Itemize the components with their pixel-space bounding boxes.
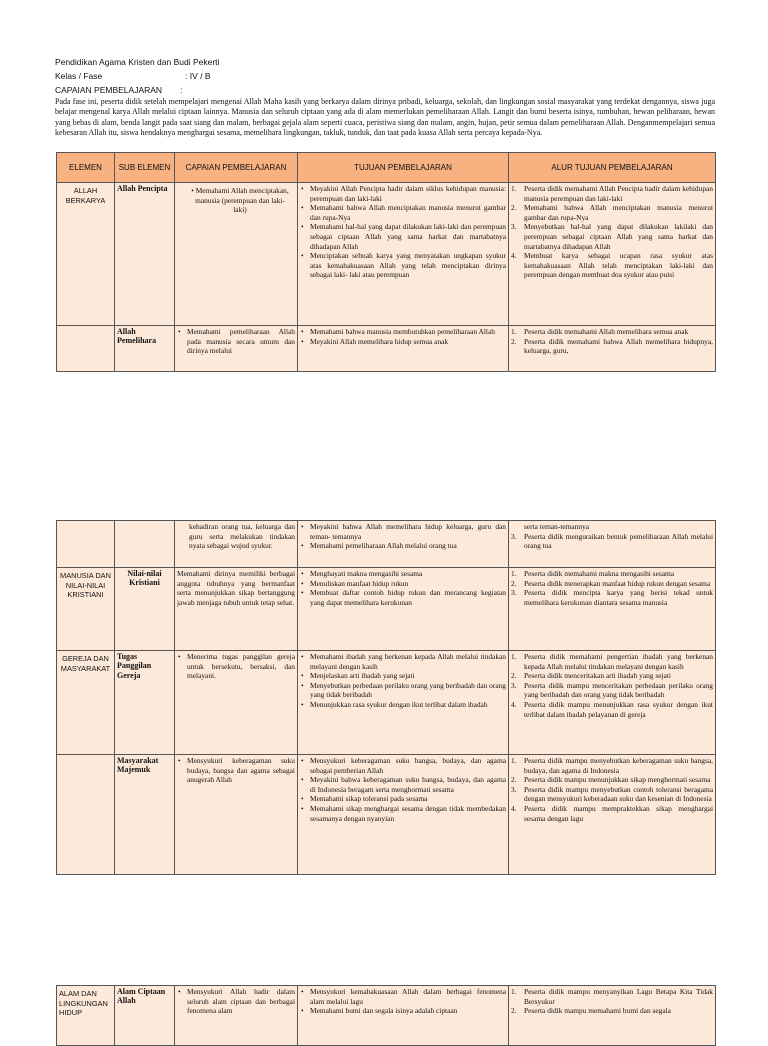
learning-table-part-2 [56,520,716,875]
list-item: • Menunjukkan rasa syukur dengan ikut terlibat dalam ibadah [300,700,506,710]
list-item [511,184,713,203]
tujuan-list [300,569,506,607]
item-text: Peserta didik mampu memahami bumi dan segala [524,1006,671,1016]
table-row [57,183,716,326]
list-item [511,337,713,356]
alur-list [511,987,713,1016]
alur-list [511,652,713,719]
item-text: Peserta didik memahami pengertian ibadah yang berkenan kepada Allah melalui tindakan melayani dengan kasih [524,652,713,671]
item-text: Peserta didik memahami Allah Pencipta hadir dalam kehidupan manusia perempuan dan laki-laki [524,184,713,203]
item-number: 3. [511,588,517,598]
list-item: • Memahami hal-hal yang dapat dilakukan laki-laki dan perempuan sebagai ciptaan Allah yang sama harkat dan martabatnya dihadapan Allah [300,222,506,251]
list-item [511,785,713,804]
learning-table-part-1 [56,152,716,372]
sub-elemen-cell: Alam Ciptaan Allah [115,986,175,1046]
elemen-cell: ALAM DAN LINGKUNGAN HIDUP [57,986,115,1046]
capaian-cell [175,651,298,755]
table-row [57,755,716,875]
capaian-cell [175,521,298,568]
alur-list [511,532,713,551]
list-item: • Meyakini bahwa Allah memelihara hidup keluarga, guru dan teman- temannya [300,522,506,541]
list-item [511,681,713,700]
item-number: 3. [511,222,517,232]
item-text: Peserta didik mencipta karya yang berisi tekad untuk memelihara kerukunan diantara sesama manusia [524,588,713,607]
sub-elemen-cell [115,521,175,568]
list-item: • Meyakini Allah memelihara hidup semua anak [300,337,506,347]
capaian-list [177,327,295,356]
sub-elemen-cell: Masyarakat Majemuk [115,755,175,875]
item-text: Peserta didik mampu menyebutkan keberagaman suku bangsa, budaya, dan agama di Indonesia [524,756,713,775]
tujuan-list [300,184,506,280]
list-item: • Mensyukuri keberagaman suku budaya, bangsa dan agama sebagai anugerah Allah [177,756,295,785]
list-item [511,652,713,671]
list-item [511,756,713,775]
list-item [511,588,713,607]
list-item: • Memahami sikap toleransi pada sesama [300,794,506,804]
list-item: • Membuat daftar contoh hidup rukun dan merancang kegiatan yang dapat memelihara kerukunan [300,588,506,607]
cp-heading-line [55,83,715,97]
alur-list [511,327,713,356]
item-text: Peserta didik mampu menyebutkan contoh toleransi beragama dengan mensyukuri keberadaan suku dan kesenian di Indonesia [524,784,713,804]
list-item: • Memahami bahwa manusia membutuhkan pemeliharaan Allah [300,327,506,337]
item-number: 4. [511,251,517,261]
tujuan-cell [298,326,509,372]
item-number: 1. [511,569,517,578]
list-item: • Meyakini bahwa keberagaman suku bangsa, budaya, dan agama di Indonesia beragam serta menghormati sesama [300,775,506,794]
list-item [511,203,713,222]
list-item: • Mensyukuri kemahakuasaan Allah dalam berbagai fenomena alam melalui lagu [300,987,506,1006]
list-item: • Menyebutkan perbedaan perilaku orang yang beribadah dan orang yang tidak beribadah [300,681,506,700]
item-text: Peserta didik memahami bahwa Allah memelihara hidupnya, keluarga, guru, [524,336,713,356]
alur-list [511,184,713,280]
document-header [55,55,715,139]
list-item: • Menciptakan sebuah karya yang menyatakan ungkapan syukur atas kemahakuasaan Allah yang telah menciptakan dirinya sebagai laki- laki atau perempuan [300,251,506,280]
list-item: • Menerima tugas panggilan gereja untuk bersekutu, bersaksi, dan melayani. [177,652,295,681]
item-text: Memahami bahwa Allah menciptakan manusia menurut gambar dan rupa-Nya [524,203,713,222]
cp-label: CAPAIAN PEMBELAJARAN [55,85,163,95]
cp-intro-paragraph: Pada fase ini, peserta didik setelah mempelajari mengenai Allah Maha kasih yang berkarya dalam dirinya pribadi, keluarga, sekolah, dan lingkungan sosial masyarakat yang terdekat dengannya, siswa juga belajar mengenal karya Allah melalui ciptaan lainnya. Manusia dan seluruh ciptaan yang ada di alam memerlukan pemeliharaan Allah. Langit dan bumi beserta isinya, tumbuhan, hewan peliharaan, hewan yang bebas di alam, benda langit pada saat siang dan malam, berbagai gejala alam seperti cuaca, peristiwa siang dan malam, angin, hujan, petir semua dalam pemeliharaan Allah. Denganmempelajari semua kebesaran Allah itu, siswa hendaknya menghargai sesama, memelihara lingkungan, takluk, tunduk, dan taat pada kuasa Allah serta percaya kepada-Nya. [55,97,715,138]
list-item: • Memahami sikap menghargai sesama dengan tidak membedakan sesamanya dengan nyanyian [300,804,506,823]
item-number: 3. [511,680,517,690]
item-text: Peserta didik mampu menyanyikan Lagu Betapa Kita Tidak Bersyukur [524,987,713,1006]
alur-cell [509,651,716,755]
item-text: Peserta didik menguraikan bentuk pemeliharaan Allah melalui orang tua [524,531,713,551]
alur-cell [509,326,716,372]
column-header-alur: ALUR TUJUAN PEMBELAJARAN [509,153,716,183]
tujuan-list [300,987,506,1016]
elemen-cell [57,755,115,875]
list-item [511,775,713,785]
alur-cell [509,755,716,875]
tujuan-cell [298,521,509,568]
list-item: • Memahami bumi dan segala isinya adalah ciptaan [300,1006,506,1016]
column-header-tujuan: TUJUAN PEMBELAJARAN [298,153,509,183]
list-item: • Menjelaskan arti ibadah yang sejati [300,671,506,681]
capaian-cell [175,326,298,372]
item-text: Menyebutkan hal-hal yang dapat dilakukan lakilaki dan perempuan sebagai ciptaan Allah yang sama harkat dan martabatnya dihadapan Allah [524,222,713,251]
item-number: 1. [511,987,517,996]
table-row [57,986,716,1046]
table-row [57,326,716,372]
item-text: Peserta didik mampu mempraktekkan sikap menghargai sesama dengan lagu [524,803,713,823]
capaian-text: kehadiran orang tua, keluarga dan guru serta melakukan tindakan nyata sebagai wujud syukur. [189,522,295,551]
table-row [57,651,716,755]
learning-table-part-3 [56,985,716,1046]
item-number: 1. [511,652,517,661]
capaian-cell: Memahami dirinya memiliki berbagai anggota tubuhnya yang bermanfaat serta menunjukkan sikap bertanggung jawab menjaga tubuh untuk tetap sehat. [175,568,298,651]
item-number: 2. [511,775,517,785]
sub-elemen-cell: Allah Pencipta [115,183,175,326]
table-header-row [57,153,716,183]
sub-elemen-text: Nilai-nilai Kristiani [127,569,162,588]
column-header-sub-elemen: SUB ELEMEN [115,153,175,183]
capaian-cell [175,986,298,1046]
tujuan-cell [298,651,509,755]
kelas-value: : IV / B [185,71,211,81]
capaian-cell [175,755,298,875]
capaian-list [177,987,295,1016]
list-item [511,804,713,823]
item-number: 3. [511,784,517,794]
subject-title: Pendidikan Agama Kristen dan Budi Pekerti [55,57,220,67]
tujuan-list [300,522,506,551]
list-item [511,987,713,1006]
kelas-label: Kelas / Fase [55,71,103,81]
list-item: • Memahami bahwa Allah menciptakan manusia menurut gambar dan rupa-Nya [300,203,506,222]
kelas-fase-line [55,69,715,83]
table-row [57,521,716,568]
sub-elemen-cell: Allah Pemelihara [115,326,175,372]
alur-cell [509,568,716,651]
item-text: Peserta didik mampu menceritakan perbedaan perilaku orang yang beribadah dan orang yang tidak beribadah [524,680,713,700]
sub-elemen-cell [115,568,175,651]
list-item [511,251,713,280]
item-number: 4. [511,803,517,813]
capaian-list [177,756,295,785]
item-text: Peserta didik mampu menunjukkan rasa syukur dengan ikut terlibat dalam ibadah pelayanan di gereja [524,699,713,719]
list-item [511,579,713,589]
item-number: 1. [511,327,517,336]
item-number: 1. [511,184,517,193]
list-item: • Menuliskan manfaat hidup rukun [300,579,506,589]
item-text: Peserta didik menceritakan arti ibadah yang sejati [524,671,671,681]
list-item [511,222,713,251]
list-item: • Mensyukuri keberagaman suku bangsa, budaya, dan agama sebagai pemberian Allah [300,756,506,775]
list-item [511,671,713,681]
list-item: • Memahami pemeliharaan Allah pada manusia secara umum dan dirinya melalui [177,327,295,356]
list-item: • Meyakini Allah Pencipta hadir dalam siklus kehidupan manusia: perempuan dan laki-laki [300,184,506,203]
elemen-cell: GEREJA DAN MASYARAKAT [57,651,115,755]
tujuan-list [300,756,506,823]
item-text: Peserta didik mampu menunjukkan sikap menghormati sesama [524,775,711,785]
elemen-cell [57,326,115,372]
sub-elemen-cell: Tugas Panggilan Gereja [115,651,175,755]
alur-continuation: serta teman-temannya [524,522,590,531]
item-number: 2. [511,671,517,681]
capaian-text: • Memahami Allah menciptakan, manusia (perempuan dan laki-laki) [191,186,289,215]
item-text: Peserta didik memahami Allah memelihara semua anak [524,327,689,336]
list-item [511,532,713,551]
item-number: 2. [511,578,517,588]
column-header-capaian: CAPAIAN PEMBELAJARAN [175,153,298,183]
tujuan-list [300,327,506,346]
list-item [511,327,713,337]
item-number: 1. [511,756,517,765]
cp-colon: : [180,85,183,95]
elemen-cell: ALLAH BERKARYA [57,183,115,326]
item-number: 2. [511,203,517,213]
tujuan-cell [298,183,509,326]
list-item: • Mensyukuri Allah hadir dalam seluruh alam ciptaan dan berbagai fenomena alam [177,987,295,1016]
capaian-list [177,652,295,681]
table-row [57,568,716,651]
alur-list [511,756,713,823]
alur-cell [509,183,716,326]
alur-cell [509,986,716,1046]
alur-list [511,569,713,607]
elemen-cell [57,521,115,568]
list-item [511,1006,713,1016]
item-text: Membuat karya sebagai ucapan rasa syukur atas kemahakuasaan Allah telah menciptakan laki-laki dan perempuan dengan membuat doa syukur atau puisi [524,251,713,280]
list-item: • Memahami ibadah yang berkenan kepada Allah melalui tindakan melayani dengan kasih [300,652,506,671]
list-item [511,700,713,719]
list-item: • Menghayati makna mengasihi sesama [300,569,506,579]
item-text: Peserta didik memahami makna mengasihi sesama [524,569,675,578]
item-number: 3. [511,531,517,541]
tujuan-list [300,652,506,710]
item-number: 4. [511,699,517,709]
elemen-cell: MANUSIA DAN NILAI-NILAI KRISTIANI [57,568,115,651]
tujuan-cell [298,755,509,875]
item-number: 2. [511,336,517,346]
list-item: • Memahami pemeliharaan Allah melalui orang tua [300,541,506,551]
item-text: Peserta didik menerapkan manfaat hidup rukun dengan sesama [524,578,711,588]
tujuan-cell [298,986,509,1046]
tujuan-cell [298,568,509,651]
column-header-elemen: ELEMEN [57,153,115,183]
alur-cell [509,521,716,568]
item-number: 2. [511,1006,517,1016]
capaian-cell [175,183,298,326]
list-item [511,569,713,579]
